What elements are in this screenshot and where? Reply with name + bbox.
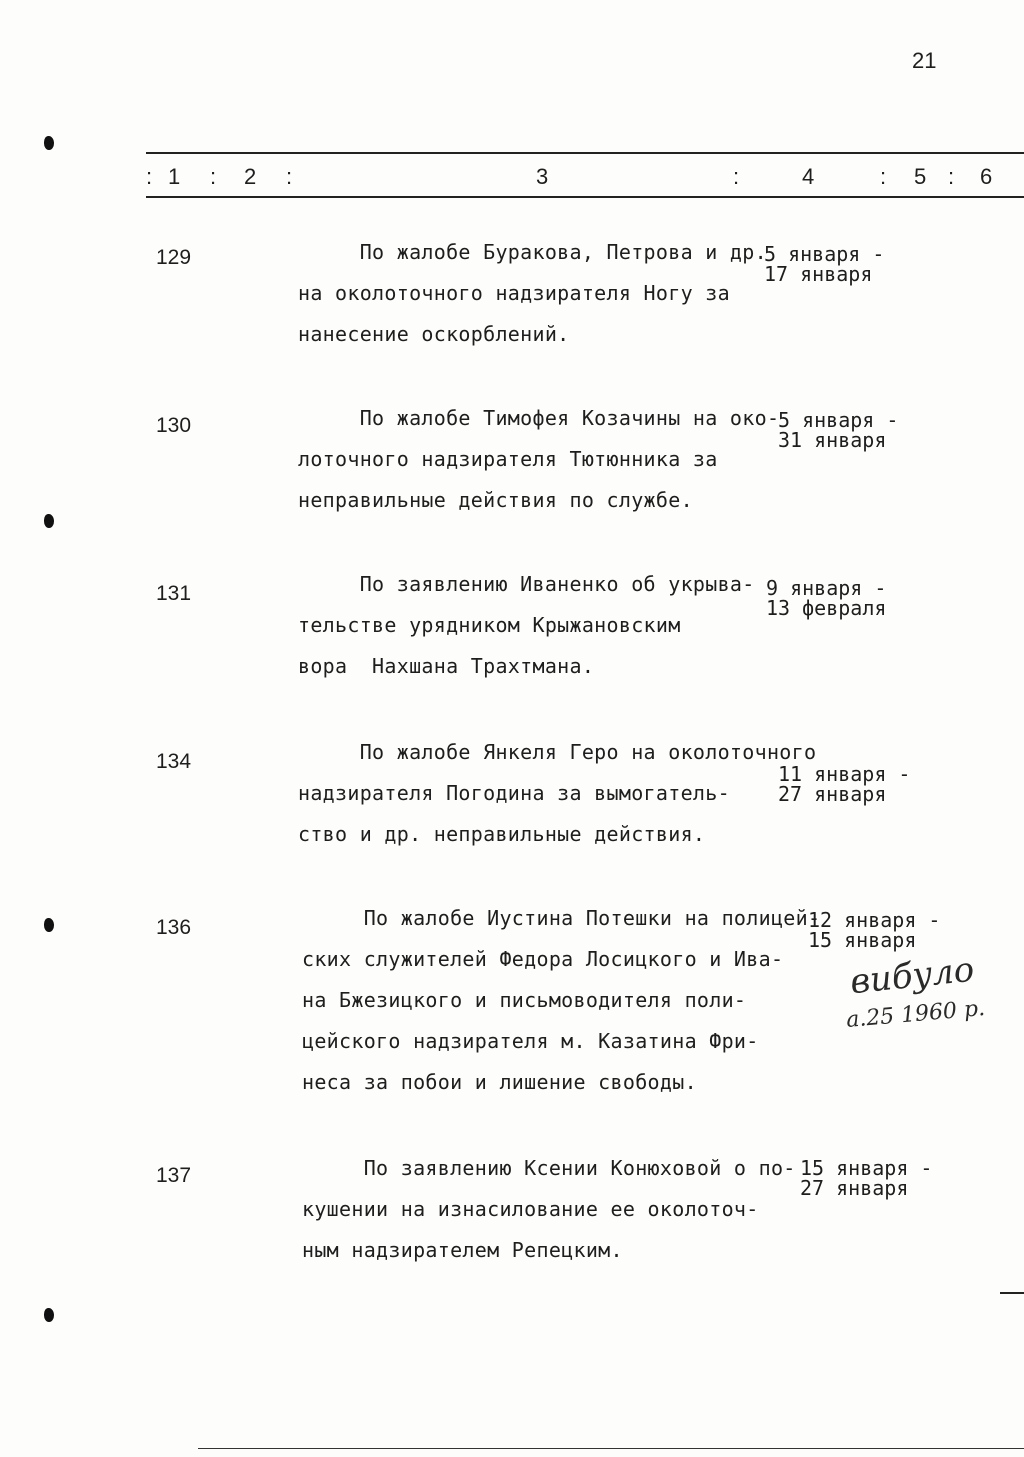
date-from: 15 января - bbox=[800, 1156, 933, 1180]
entry-description bbox=[298, 732, 816, 855]
entry-date-range bbox=[764, 244, 884, 284]
entry-line: лоточного надзирателя Тютюнника за bbox=[298, 447, 718, 471]
entry-description bbox=[302, 1148, 796, 1271]
column-separator: : bbox=[210, 164, 217, 189]
date-to: 17 января bbox=[764, 262, 873, 286]
column-separator: : bbox=[880, 164, 887, 189]
column-header-1: 1 bbox=[168, 164, 181, 189]
entry-number: 129 bbox=[156, 246, 192, 269]
page-bottom-rule bbox=[198, 1448, 1024, 1449]
date-to: 15 января bbox=[808, 928, 917, 952]
date-from: 5 января - bbox=[778, 408, 899, 432]
entry-date-range bbox=[800, 1158, 932, 1198]
column-header-5: 5 bbox=[914, 164, 927, 189]
column-separator: : bbox=[286, 164, 293, 189]
date-from: 12 января - bbox=[808, 908, 941, 932]
punch-hole-mark bbox=[44, 514, 54, 528]
scan-mark bbox=[1000, 1292, 1024, 1294]
date-to: 27 января bbox=[778, 782, 887, 806]
header-top-rule bbox=[146, 152, 1024, 154]
entry-description bbox=[302, 898, 820, 1103]
entry-line: надзирателя Погодина за вымогатель- bbox=[298, 781, 730, 805]
entry-line: По жалобе Тимофея Козачины на око- bbox=[298, 406, 780, 430]
entry-description bbox=[298, 564, 755, 687]
date-to: 31 января bbox=[778, 428, 887, 452]
column-separator: : bbox=[948, 164, 955, 189]
entry-line: ских служителей Федора Лосицкого и Ива- bbox=[302, 947, 784, 971]
entry-line: нанесение оскорблений. bbox=[298, 322, 570, 346]
entry-line: тельстве урядником Крыжановским bbox=[298, 613, 681, 637]
entry-line: ным надзирателем Репецким. bbox=[302, 1238, 623, 1262]
column-separator: : bbox=[733, 164, 740, 189]
column-header-6: 6 bbox=[980, 164, 993, 189]
punch-hole-mark bbox=[44, 918, 54, 932]
handwritten-note: вибуло bbox=[848, 949, 977, 1003]
entry-line: вора Нахшана Трахтмана. bbox=[298, 654, 595, 678]
date-to: 27 января bbox=[800, 1176, 909, 1200]
entry-line: По заявлению Ксении Конюховой о по- bbox=[302, 1156, 796, 1180]
entry-line: неправильные действия по службе. bbox=[298, 488, 693, 512]
entry-number: 137 bbox=[156, 1164, 192, 1187]
entry-line: По заявлению Иваненко об укрыва- bbox=[298, 572, 755, 596]
punch-hole-mark bbox=[44, 136, 54, 150]
entry-line: По жалобе Буракова, Петрова и др. bbox=[298, 240, 767, 264]
entry-description bbox=[298, 398, 779, 521]
entry-line: на околоточного надзирателя Ногу за bbox=[298, 281, 730, 305]
entry-line: По жалобе Янкеля Геро на околоточного bbox=[298, 740, 817, 764]
page-number: 21 bbox=[912, 48, 937, 73]
entry-date-range bbox=[778, 410, 898, 450]
entry-line: на Бжезицкого и письмоводителя поли- bbox=[302, 988, 747, 1012]
column-separator: : bbox=[146, 164, 153, 189]
date-from: 11 января - bbox=[778, 762, 911, 786]
column-header-2: 2 bbox=[244, 164, 257, 189]
entry-date-range bbox=[766, 578, 886, 618]
entry-line: цейского надзирателя м. Казатина Фри- bbox=[302, 1029, 759, 1053]
entry-number: 134 bbox=[156, 750, 192, 773]
entry-number: 131 bbox=[156, 582, 192, 605]
entry-number: 136 bbox=[156, 916, 192, 939]
entry-line: кушении на изнасилование ее околоточ- bbox=[302, 1197, 759, 1221]
date-to: 13 февраля bbox=[766, 596, 887, 620]
punch-hole-mark bbox=[44, 1308, 54, 1322]
handwritten-date: а.25 1960 р. bbox=[845, 995, 986, 1034]
date-from: 9 января - bbox=[766, 576, 887, 600]
header-bottom-rule bbox=[146, 196, 1024, 198]
entry-line: По жалобе Иустина Потешки на полицей- bbox=[302, 906, 821, 930]
entry-date-range bbox=[778, 764, 910, 804]
date-from: 5 января - bbox=[764, 242, 885, 266]
entry-description bbox=[298, 232, 767, 355]
entry-line: ство и др. неправильные действия. bbox=[298, 822, 706, 846]
column-header-3: 3 bbox=[536, 164, 549, 189]
entry-line: неса за побои и лишение свободы. bbox=[302, 1070, 697, 1094]
column-header-4: 4 bbox=[802, 164, 815, 189]
entry-number: 130 bbox=[156, 414, 192, 437]
entry-date-range bbox=[808, 910, 940, 950]
